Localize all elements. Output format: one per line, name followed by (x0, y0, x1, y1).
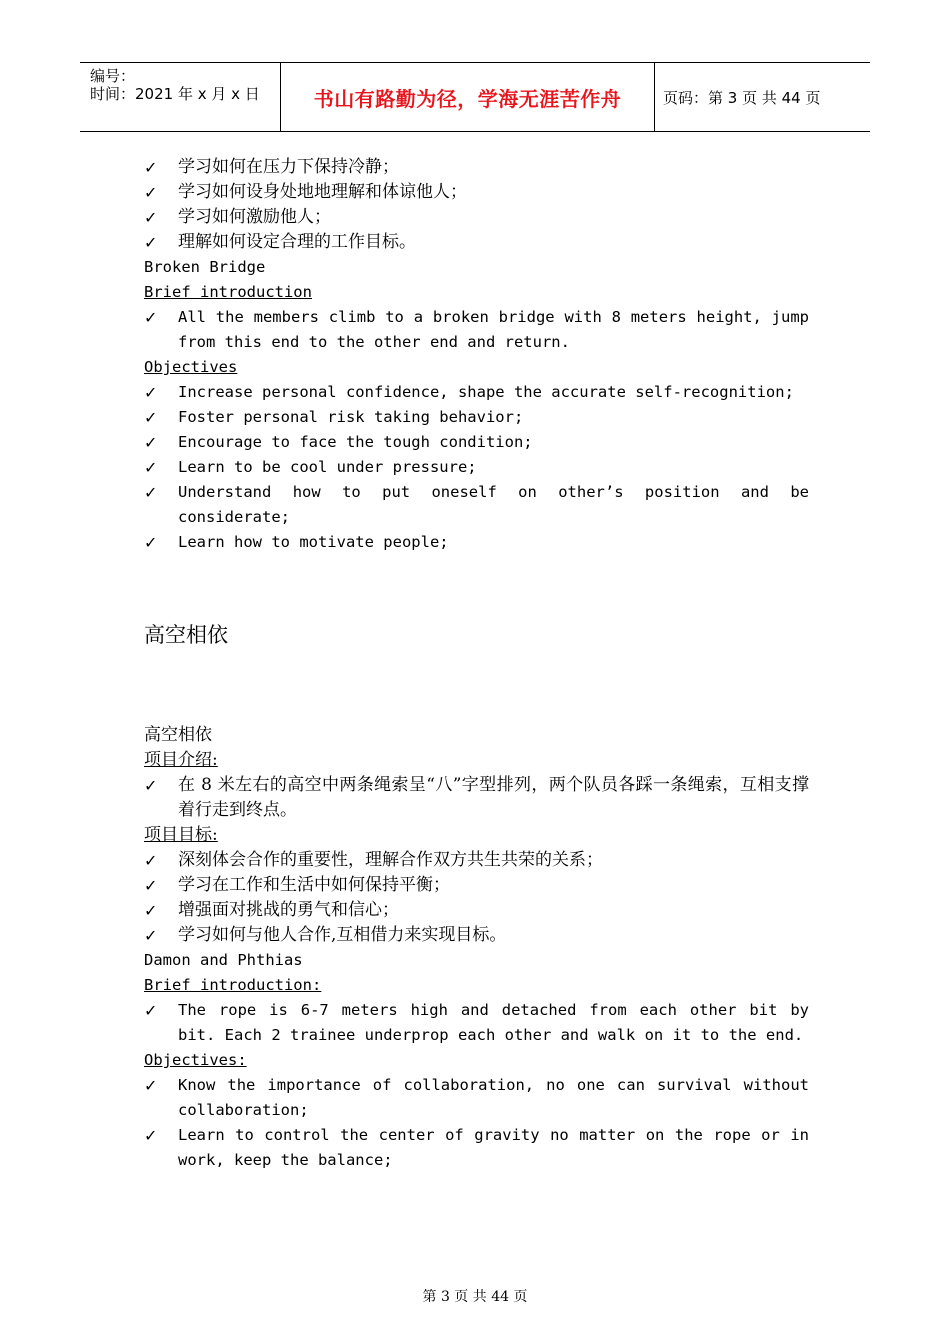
list-item: ✓ Know the importance of collaboration, no one can survival without collaboration; (144, 1073, 809, 1123)
page-header (80, 62, 870, 132)
list-item: ✓ All the members climb to a broken bridge with 8 meters height, jump from this end to the other end and return. (144, 305, 809, 355)
goal-label: 项目目标: (144, 825, 218, 845)
check-icon: ✓ (144, 1076, 158, 1095)
list-item: ✓ Learn how to motivate people; (144, 530, 809, 555)
list-item: ✓ 学习如何与他人合作,互相借力来实现目标。 (144, 923, 809, 948)
document-body (144, 155, 809, 1173)
list-item: ✓ 学习如何在压力下保持冷静； (144, 155, 809, 180)
list-item: ✓ Learn to control the center of gravity no matter on the rope or in work, keep the balance; (144, 1123, 809, 1173)
objectives-label: Objectives: (144, 1051, 247, 1069)
brief-intro-label: Brief introduction (144, 283, 312, 301)
check-icon: ✓ (144, 776, 158, 795)
check-icon: ✓ (144, 308, 158, 327)
section-title-cn: 高空相依 (144, 725, 212, 745)
brief-intro-label: Brief introduction: (144, 976, 322, 994)
list-item: ✓ Understand how to put oneself on other’s position and be considerate; (144, 480, 809, 530)
doc-code-label: 编号： (90, 67, 136, 85)
list-item: ✓ 在 8 米左右的高空中两条绳索呈“八”字型排列，两个队员各踩一条绳索，互相支撑着行走到终点。 (144, 775, 809, 820)
header-motto-cell (281, 63, 655, 131)
list-item: ✓ 学习如何激励他人； (144, 205, 809, 230)
header-meta-cell (80, 63, 281, 131)
list-item: ✓ The rope is 6-7 meters high and detached from each other bit by bit. Each 2 trainee underprop each other and walk on it to the end. (144, 998, 809, 1048)
check-icon: ✓ (144, 1001, 158, 1020)
header-page-info: 页码：第 3 页 共 44 页 (663, 88, 821, 107)
check-icon: ✓ (144, 1126, 158, 1145)
check-icon: ✓ (144, 408, 158, 427)
check-icon: ✓ (144, 208, 158, 227)
header-motto: 书山有路勤为径，学海无涯苦作舟 (313, 86, 622, 111)
check-icon: ✓ (144, 383, 158, 402)
list-item: ✓ 学习如何设身处地地理解和体谅他人； (144, 180, 809, 205)
section-title-en: Damon and Phthias (144, 951, 303, 969)
check-icon: ✓ (144, 533, 158, 552)
check-icon: ✓ (144, 901, 158, 920)
list-item: ✓ Increase personal confidence, shape the accurate self-recognition; (144, 380, 809, 405)
check-icon: ✓ (144, 183, 158, 202)
check-icon: ✓ (144, 433, 158, 452)
list-item: ✓ Foster personal risk taking behavior; (144, 405, 809, 430)
doc-date-label: 时间：2021 年 x 月 x 日 (90, 85, 260, 103)
check-icon: ✓ (144, 158, 158, 177)
list-item: ✓ Encourage to face the tough condition; (144, 430, 809, 455)
list-item: ✓ 增强面对挑战的勇气和信心； (144, 898, 809, 923)
check-icon: ✓ (144, 483, 158, 502)
check-icon: ✓ (144, 233, 158, 252)
intro-label: 项目介绍: (144, 750, 218, 770)
check-icon: ✓ (144, 876, 158, 895)
check-icon: ✓ (144, 851, 158, 870)
list-item: ✓ 理解如何设定合理的工作目标。 (144, 230, 809, 255)
list-item: ✓ 深刻体会合作的重要性，理解合作双方共生共荣的关系； (144, 848, 809, 873)
check-icon: ✓ (144, 926, 158, 945)
objectives-label: Objectives (144, 358, 238, 376)
list-item: ✓ 学习在工作和生活中如何保持平衡； (144, 873, 809, 898)
page-footer: 第 3 页 共 44 页 (422, 1289, 528, 1305)
section-title-en: Broken Bridge (144, 258, 266, 276)
list-item: ✓ Learn to be cool under pressure; (144, 455, 809, 480)
check-icon: ✓ (144, 458, 158, 477)
header-page-cell (655, 63, 870, 131)
section-heading: 高空相依 (144, 623, 228, 647)
